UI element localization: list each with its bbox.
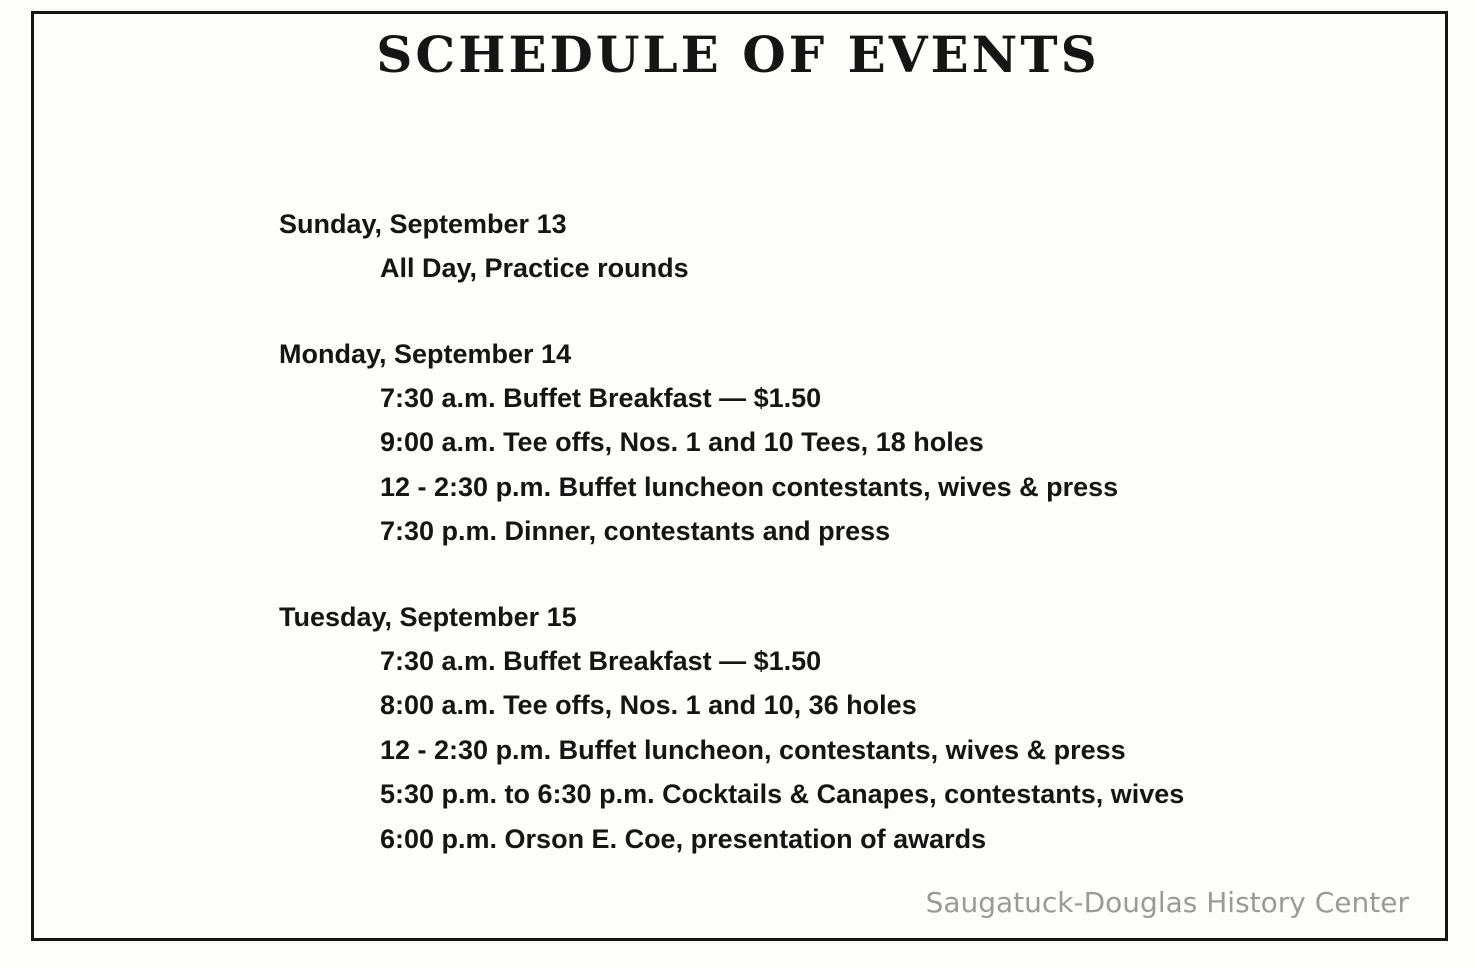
event-item: 9:00 a.m. Tee offs, Nos. 1 and 10 Tees, 18 holes (380, 427, 984, 457)
schedule (279, 202, 1184, 902)
page-title: SCHEDULE OF EVENTS (376, 25, 1100, 84)
event-item: 5:30 p.m. to 6:30 p.m. Cocktails & Canapes, contestants, wives (380, 779, 1185, 809)
day-heading: Tuesday, September 15 (279, 601, 577, 632)
day-tuesday (279, 595, 1184, 862)
day-heading: Sunday, September 13 (279, 209, 567, 239)
event-item: 8:00 a.m. Tee offs, Nos. 1 and 10, 36 holes (380, 690, 917, 720)
day-sunday (279, 202, 1184, 291)
day-heading: Monday, September 14 (279, 338, 572, 369)
event-item: 12 - 2:30 p.m. Buffet luncheon contestants, wives & press (380, 471, 1119, 502)
event-item: 12 - 2:30 p.m. Buffet luncheon, contestants, wives & press (380, 734, 1126, 765)
day-monday (279, 332, 1184, 554)
event-item: 7:30 p.m. Dinner, contestants and press (380, 516, 891, 546)
event-item: 7:30 a.m. Buffet Breakfast — $1.50 (380, 645, 822, 676)
event-item: All Day, Practice rounds (380, 253, 689, 283)
watermark: Saugatuck-Douglas History Center (925, 886, 1409, 919)
event-item: 7:30 a.m. Buffet Breakfast — $1.50 (380, 382, 822, 413)
event-item: 6:00 p.m. Orson E. Coe, presentation of awards (380, 823, 987, 854)
